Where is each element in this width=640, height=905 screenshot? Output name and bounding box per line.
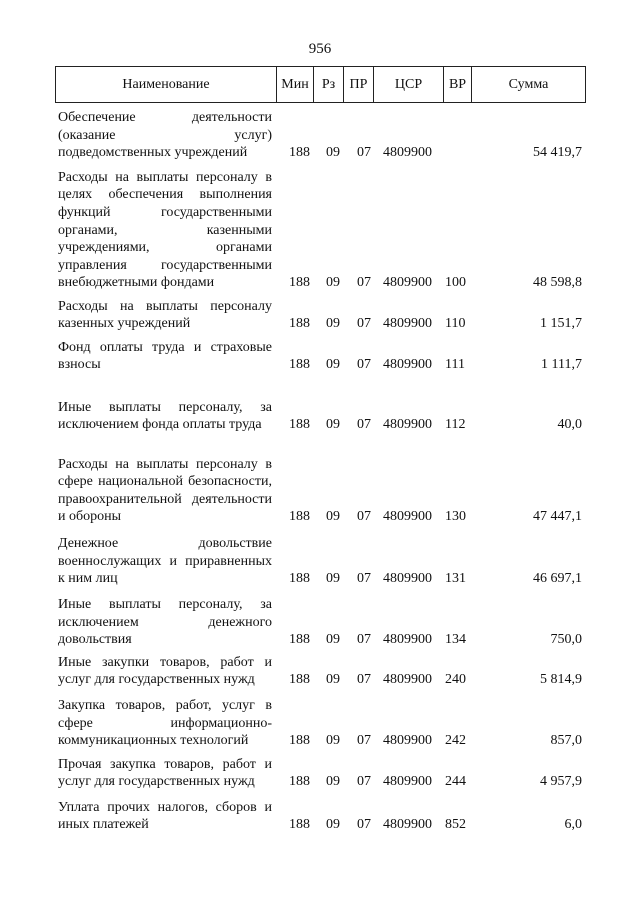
row-pr: 07 bbox=[357, 316, 371, 332]
row-csr: 4809900 bbox=[383, 509, 432, 525]
row-rz: 09 bbox=[326, 774, 340, 790]
row-rz: 09 bbox=[326, 672, 340, 688]
header-min: Мин bbox=[276, 66, 313, 103]
table-header bbox=[55, 66, 586, 103]
row-vr: 240 bbox=[445, 672, 466, 688]
table-row bbox=[0, 533, 640, 588]
row-sum: 4 957,9 bbox=[540, 774, 582, 790]
row-min: 188 bbox=[289, 632, 310, 648]
header-name: Наименование bbox=[55, 66, 276, 103]
row-vr: 242 bbox=[445, 733, 466, 749]
row-name: Прочая закупка товаров, работ и услуг для государственных нужд bbox=[58, 756, 272, 790]
row-vr: 111 bbox=[445, 357, 465, 373]
row-sum: 40,0 bbox=[557, 417, 582, 433]
row-min: 188 bbox=[289, 672, 310, 688]
row-name: Иные выплаты персоналу, за исключением денежного довольствия bbox=[58, 597, 272, 648]
row-name: Уплата прочих налогов, сборов и иных платежей bbox=[58, 799, 272, 833]
row-csr: 4809900 bbox=[383, 733, 432, 749]
row-pr: 07 bbox=[357, 417, 371, 433]
row-min: 188 bbox=[289, 571, 310, 587]
row-pr: 07 bbox=[357, 774, 371, 790]
row-min: 188 bbox=[289, 817, 310, 833]
row-rz: 09 bbox=[326, 571, 340, 587]
row-rz: 09 bbox=[326, 509, 340, 525]
header-rz: Рз bbox=[313, 66, 343, 103]
table-row bbox=[0, 380, 640, 434]
row-vr: 244 bbox=[445, 774, 466, 790]
header-vr: ВР bbox=[443, 66, 471, 103]
row-rz: 09 bbox=[326, 817, 340, 833]
row-csr: 4809900 bbox=[383, 417, 432, 433]
row-csr: 4809900 bbox=[383, 275, 432, 291]
table-row bbox=[0, 339, 640, 374]
row-name: Иные выплаты персоналу, за исключением фонда оплаты труда bbox=[58, 399, 272, 433]
row-pr: 07 bbox=[357, 632, 371, 648]
row-name: Денежное довольствие военнослужащих и приравненных к ним лиц bbox=[58, 536, 272, 587]
row-csr: 4809900 bbox=[383, 145, 432, 161]
row-min: 188 bbox=[289, 417, 310, 433]
row-sum: 54 419,7 bbox=[533, 145, 582, 161]
table-row bbox=[0, 799, 640, 834]
row-rz: 09 bbox=[326, 417, 340, 433]
row-name: Иные закупки товаров, работ и услуг для государственных нужд bbox=[58, 654, 272, 688]
row-pr: 07 bbox=[357, 275, 371, 291]
row-sum: 1 151,7 bbox=[540, 316, 582, 332]
row-csr: 4809900 bbox=[383, 774, 432, 790]
table-row bbox=[0, 168, 640, 292]
row-rz: 09 bbox=[326, 733, 340, 749]
row-pr: 07 bbox=[357, 509, 371, 525]
row-name: Расходы на выплаты персоналу казенных учреждений bbox=[58, 298, 272, 332]
header-sum: Сумма bbox=[471, 66, 586, 103]
row-csr: 4809900 bbox=[383, 632, 432, 648]
row-csr: 4809900 bbox=[383, 316, 432, 332]
row-vr: 134 bbox=[445, 632, 466, 648]
page-number: 956 bbox=[308, 41, 332, 57]
row-sum: 1 111,7 bbox=[541, 357, 582, 373]
row-vr: 112 bbox=[445, 417, 466, 433]
row-sum: 750,0 bbox=[550, 632, 582, 648]
row-pr: 07 bbox=[357, 733, 371, 749]
row-min: 188 bbox=[289, 774, 310, 790]
row-csr: 4809900 bbox=[383, 357, 432, 373]
row-rz: 09 bbox=[326, 316, 340, 332]
row-min: 188 bbox=[289, 733, 310, 749]
header-pr: ПР bbox=[343, 66, 373, 103]
row-rz: 09 bbox=[326, 357, 340, 373]
row-pr: 07 bbox=[357, 672, 371, 688]
row-csr: 4809900 bbox=[383, 817, 432, 833]
row-pr: 07 bbox=[357, 571, 371, 587]
row-sum: 46 697,1 bbox=[533, 571, 582, 587]
row-vr: 100 bbox=[445, 275, 466, 291]
table-row bbox=[0, 654, 640, 689]
row-pr: 07 bbox=[357, 145, 371, 161]
table-row bbox=[0, 594, 640, 649]
row-name: Расходы на выплаты персоналу в сфере национальной безопасности, правоохранительной деятельности и обороны bbox=[58, 456, 272, 525]
row-sum: 6,0 bbox=[564, 817, 582, 833]
row-pr: 07 bbox=[357, 357, 371, 373]
row-min: 188 bbox=[289, 509, 310, 525]
row-min: 188 bbox=[289, 275, 310, 291]
table-row bbox=[0, 695, 640, 750]
row-vr: 130 bbox=[445, 509, 466, 525]
row-rz: 09 bbox=[326, 275, 340, 291]
row-csr: 4809900 bbox=[383, 571, 432, 587]
row-sum: 5 814,9 bbox=[540, 672, 582, 688]
row-sum: 857,0 bbox=[550, 733, 582, 749]
row-vr: 110 bbox=[445, 316, 466, 332]
row-vr: 131 bbox=[445, 571, 466, 587]
table-row bbox=[0, 110, 640, 162]
table-row bbox=[0, 756, 640, 791]
row-csr: 4809900 bbox=[383, 672, 432, 688]
row-min: 188 bbox=[289, 145, 310, 161]
row-sum: 47 447,1 bbox=[533, 509, 582, 525]
row-vr: 852 bbox=[445, 817, 466, 833]
header-csr: ЦСР bbox=[373, 66, 443, 103]
row-rz: 09 bbox=[326, 632, 340, 648]
table-row bbox=[0, 441, 640, 526]
row-sum: 48 598,8 bbox=[533, 275, 582, 291]
row-name: Расходы на выплаты персоналу в целях обеспечения выполнения функций государственными органами, казенными учреждениями, органами управления государственными внебюджетными фондами bbox=[58, 169, 272, 291]
row-min: 188 bbox=[289, 357, 310, 373]
table-row bbox=[0, 298, 640, 333]
row-name: Закупка товаров, работ, услуг в сфере информационно-коммуникационных технологий bbox=[58, 698, 272, 749]
row-min: 188 bbox=[289, 316, 310, 332]
row-pr: 07 bbox=[357, 817, 371, 833]
row-name: Обеспечение деятельности (оказание услуг) подведомственных учреждений bbox=[58, 110, 272, 161]
row-name: Фонд оплаты труда и страховые взносы bbox=[58, 339, 272, 373]
row-rz: 09 bbox=[326, 145, 340, 161]
